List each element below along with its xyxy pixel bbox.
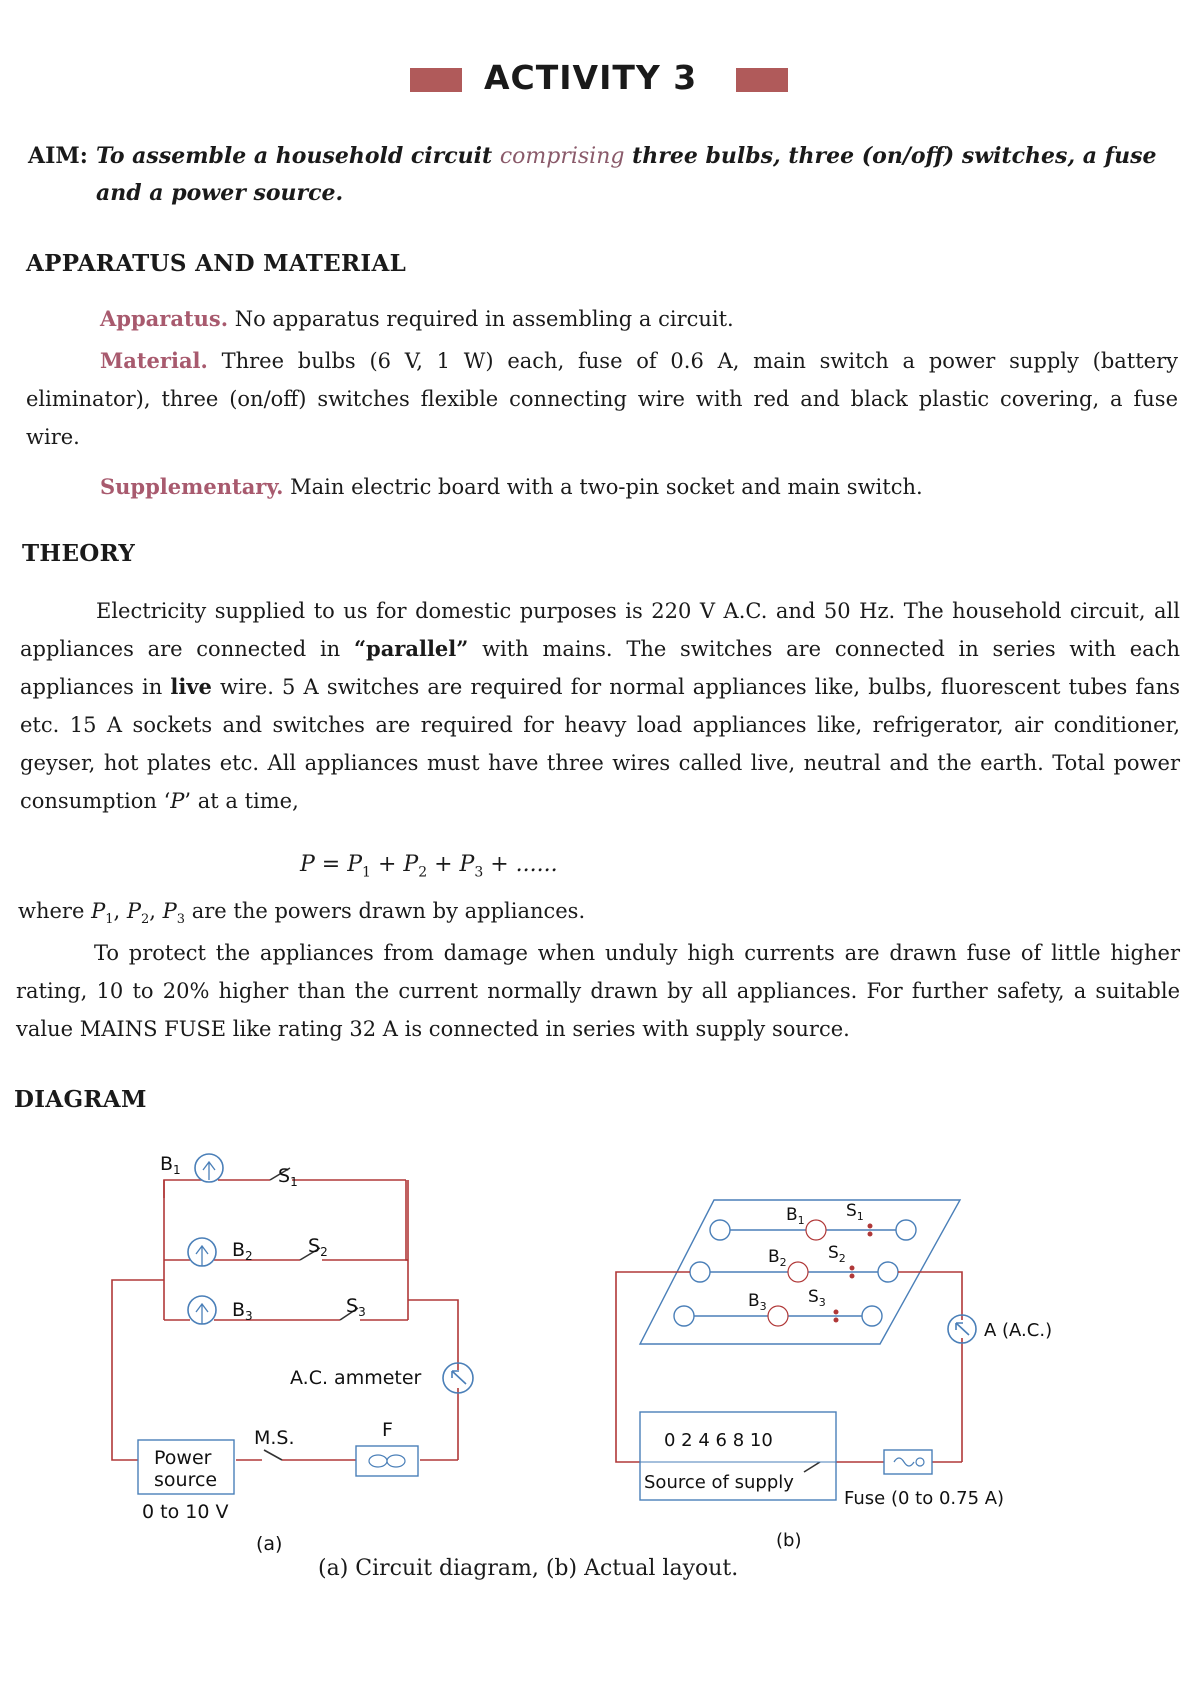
theory-text-p2: To protect the appliances from damage when unduly high currents are drawn fuse of little higher rating, 10 to 20% higher than the current normally drawn by all appliances. For further safety, a suitable value MAINS FUSE like rating 32 A is connected in series with supply source.: [16, 941, 1180, 1041]
aim-text-2: comprising: [499, 144, 625, 169]
terminal-right-2: [878, 1262, 898, 1282]
label-ammeter: A.C. ammeter: [290, 1367, 422, 1389]
label-dial: 0 2 4 6 8 10: [664, 1430, 773, 1451]
bulb-b3-layout: [768, 1306, 788, 1326]
diagram-heading: DIAGRAM: [14, 1086, 147, 1113]
where-text-b: are the powers drawn by appliances.: [185, 899, 586, 923]
formula-plus-2: + P: [427, 852, 475, 877]
power-formula: [300, 852, 558, 880]
parallel-word: “parallel”: [353, 636, 469, 661]
where-sub-1: 1: [105, 912, 114, 927]
activity-title: ACTIVITY 3: [484, 58, 698, 97]
bulb-b1-layout: [806, 1220, 826, 1240]
aim-text: [96, 138, 1196, 212]
label-s2: $S_2$: [308, 1235, 328, 1259]
formula-tail: + ......: [483, 852, 558, 877]
label-s3: $S_3$: [346, 1295, 366, 1319]
label-power: Power: [154, 1447, 212, 1469]
material-label: Material.: [100, 348, 208, 373]
supply-switch: [804, 1462, 820, 1472]
aim-text-3: three bulbs, three (on/off) switches, a fuse and a power source.: [96, 143, 1157, 206]
wire-outer-left: [112, 1280, 164, 1460]
where-sub-2: 2: [141, 912, 150, 927]
label-b: (b): [776, 1530, 802, 1551]
terminal-right-3: [862, 1306, 882, 1326]
theory-paragraph-1: [20, 592, 1180, 820]
theory-text-d: ’ at a time,: [184, 789, 299, 813]
wire-to-ammeter: [408, 1300, 458, 1370]
label-b-s3: $S_3$: [808, 1287, 826, 1309]
apparatus-paragraph: [100, 300, 1180, 338]
bulb-b1: [195, 1154, 223, 1182]
label-range: 0 to 10 V: [142, 1501, 229, 1523]
wire-b1-left: [164, 1180, 202, 1198]
aim-label: AIM:: [28, 143, 88, 169]
label-main-switch: M.S.: [254, 1427, 295, 1449]
label-b-fuse: Fuse (0 to 0.75 A): [844, 1488, 1005, 1509]
activity-header: [0, 58, 1200, 102]
label-b-s2: $S_2$: [828, 1243, 846, 1265]
label-source: source: [154, 1469, 218, 1491]
where-line: where $P_1$, $P_2$, $P_3$ are the powers drawn by appliances.: [18, 899, 586, 927]
title-bar-right: [736, 68, 788, 92]
layout-diagram-b: [616, 1200, 976, 1500]
terminal-left-2: [690, 1262, 710, 1282]
label-b-b3: $B_3$: [748, 1291, 767, 1313]
formula-plus-1: + P: [370, 852, 419, 877]
label-b3: $B_3$: [232, 1299, 253, 1323]
label-a: (a): [256, 1533, 283, 1555]
label-b-b1: $B_1$: [786, 1205, 805, 1227]
label-fuse-f: F: [382, 1419, 393, 1441]
apparatus-heading: APPARATUS AND MATERIAL: [26, 250, 407, 277]
fuse-a: [356, 1446, 418, 1476]
label-b-b2: $B_2$: [768, 1247, 787, 1269]
material-text: Three bulbs (6 V, 1 W) each, fuse of 0.6 A, main switch a power supply (battery eliminator), three (on/off) switches flexible connecting wire with red and black plastic covering, a fuse wire.: [26, 349, 1178, 449]
apparatus-label: Apparatus.: [100, 306, 229, 331]
terminal-left-1: [710, 1220, 730, 1240]
formula-p: P = P: [300, 852, 363, 877]
theory-text-b: with mains. The switches are connected in series with each appliances in: [20, 637, 1180, 699]
circuit-diagram-a: [112, 1168, 458, 1460]
power-symbol: P: [170, 789, 185, 813]
material-paragraph: [26, 342, 1178, 456]
bulb-b3: [188, 1296, 216, 1324]
label-b-s1: $S_1$: [846, 1201, 864, 1223]
theory-paragraph-2: [16, 934, 1180, 1048]
formula-sub-3: 3: [474, 864, 484, 881]
live-word: live: [170, 674, 212, 699]
label-b-ammeter: A (A.C.): [984, 1320, 1053, 1341]
theory-text-c: wire. 5 A switches are required for normal appliances like, bulbs, fluorescent tubes fans etc. 15 A sockets and switches are required for heavy load appliances like, refrigerator, air conditioner, geyser, hot plates etc. All appliances must have three wires called live, neutral and the earth. Total power consumption ‘: [20, 675, 1180, 813]
theory-heading: THEORY: [22, 540, 136, 567]
bulb-b2: [188, 1238, 216, 1266]
label-b1: $B_1$: [160, 1153, 181, 1177]
apparatus-text: No apparatus required in assembling a circuit.: [228, 307, 734, 331]
bulb-b2-layout: [788, 1262, 808, 1282]
supplementary-paragraph: [100, 468, 1180, 506]
fuse-b: [884, 1450, 932, 1474]
where-sub-3: 3: [176, 912, 186, 927]
label-s1: $S_1$: [278, 1165, 298, 1189]
terminal-left-3: [674, 1306, 694, 1326]
label-b2: $B_2$: [232, 1239, 253, 1263]
label-supply: Source of supply: [644, 1472, 794, 1493]
theory-text-a: Electricity supplied to us for domestic purposes is 220 V A.C. and 50 Hz. The household circuit, all appliances are connected in: [20, 599, 1180, 661]
wire-b-right-top: [898, 1272, 962, 1320]
labels-b: [644, 1201, 1052, 1551]
main-switch: [264, 1450, 282, 1460]
formula-sub-1: 1: [362, 864, 371, 881]
formula-sub-2: 2: [418, 864, 428, 881]
supplementary-label: Supplementary.: [100, 474, 284, 499]
circuit-diagrams: [0, 1120, 1200, 1560]
terminal-right-1: [896, 1220, 916, 1240]
figure-caption: (a) Circuit diagram, (b) Actual layout.: [318, 1556, 739, 1581]
where-text-a: where: [18, 899, 92, 923]
title-bar-left: [410, 68, 462, 92]
supplementary-text: Main electric board with a two-pin socket and main switch.: [283, 475, 923, 499]
aim-text-1: To assemble a household circuit: [96, 143, 500, 169]
